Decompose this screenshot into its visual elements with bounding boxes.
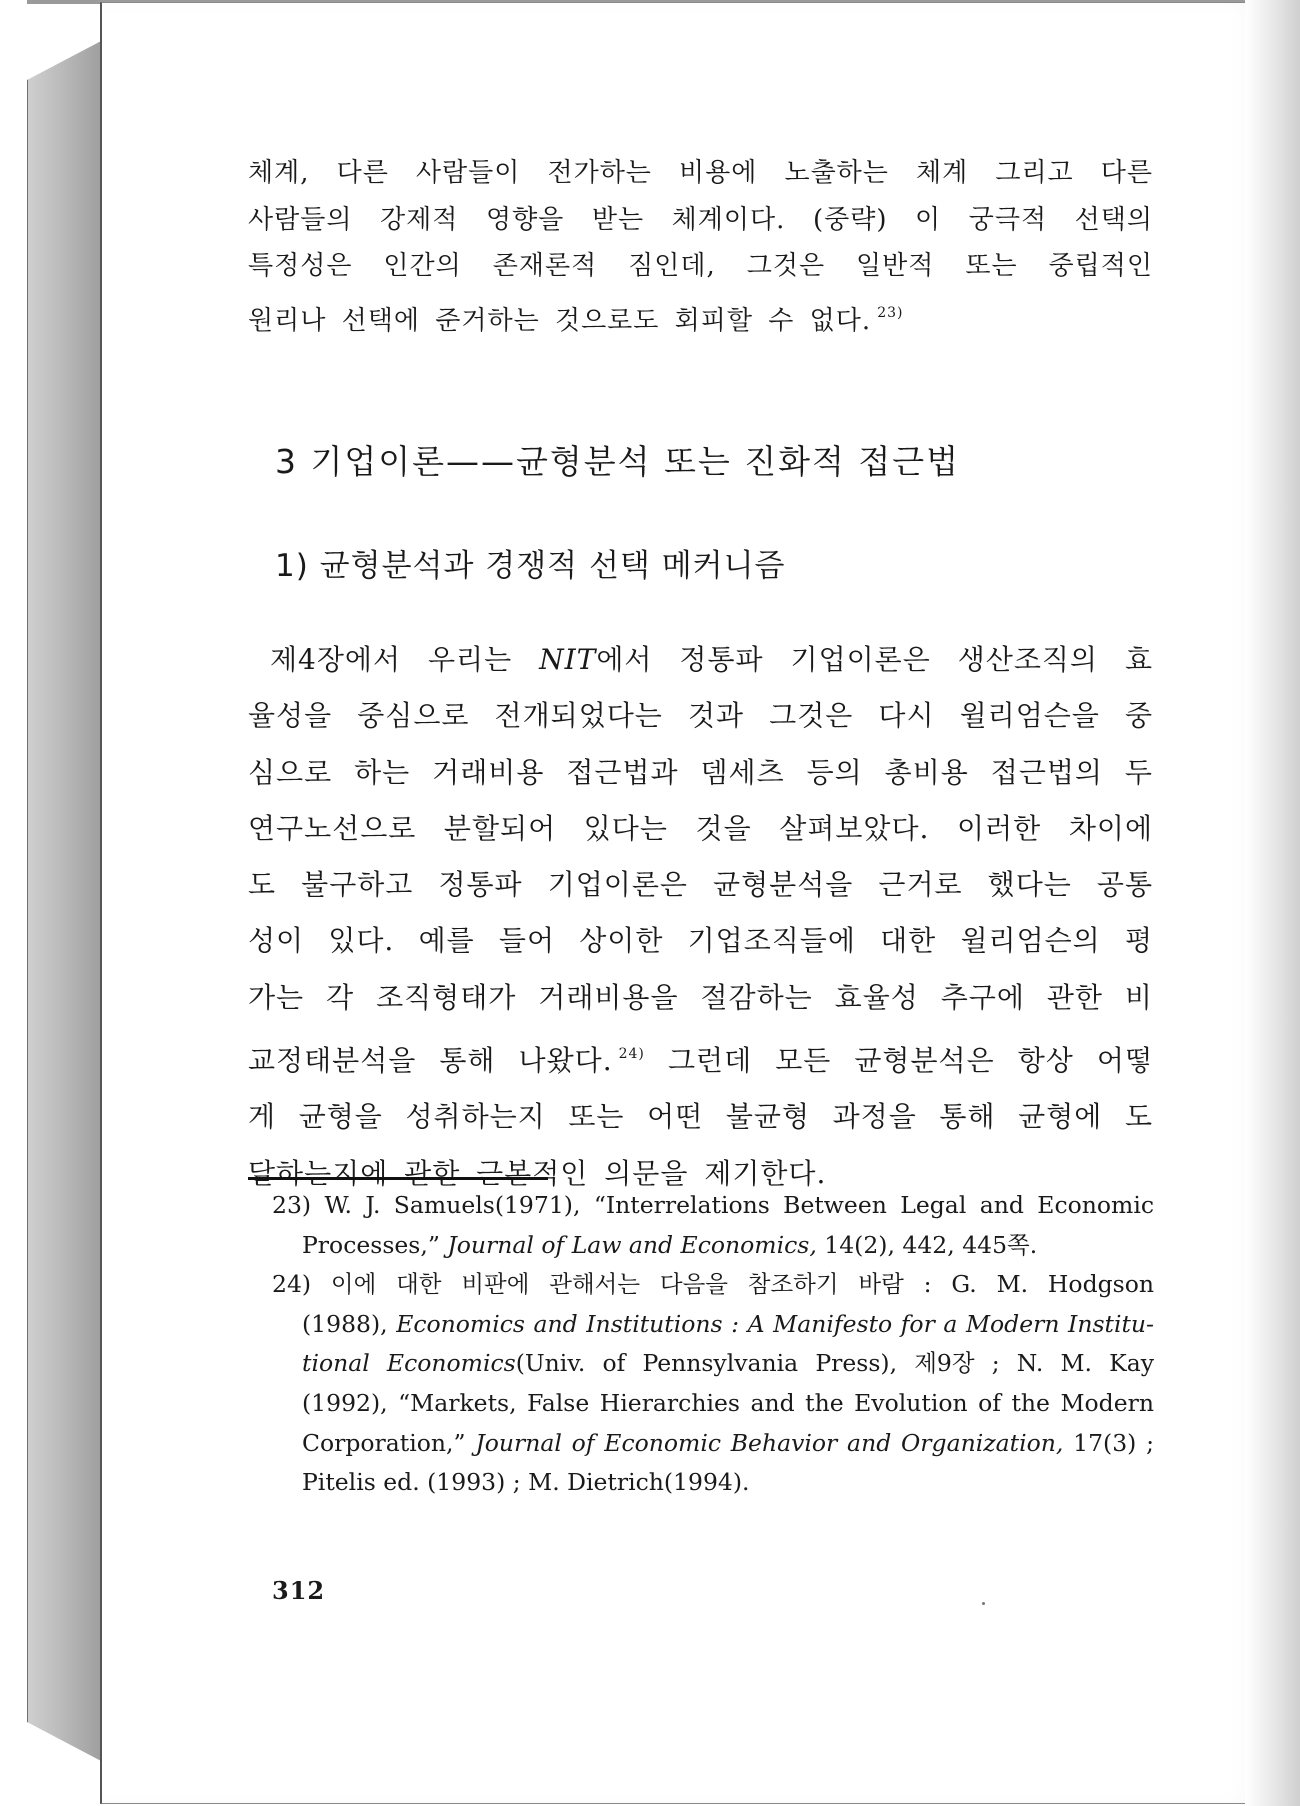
footnote-line: 23) W. J. Samuels(1971), “Interrelations Between Legal and Economic <box>272 1191 1154 1219</box>
quote-line: 사람들의 강제적 영향을 받는 체계이다. (중략) 이 궁극적 선택의 <box>248 204 1153 235</box>
section-title: 3 기업이론——균형분석 또는 진화적 접근법 <box>275 442 961 481</box>
footnote-line: (1992), “Markets, False Hierarchies and the Evolution of the Modern <box>302 1388 1154 1417</box>
body-line <box>248 1026 1153 1089</box>
quote-line-last <box>248 290 1153 345</box>
footnote-line: Pitelis ed. (1993) ; M. Dietrich(1994). <box>302 1468 750 1497</box>
body-text: 그런데 모든 균형분석은 항상 어떻 <box>644 1044 1153 1078</box>
body-italic-term: NIT <box>539 643 597 676</box>
body-line: 도 불구하고 정통파 기업이론은 균형분석을 근거로 했다는 공통 <box>248 868 1153 902</box>
body-line: 율성을 중심으로 전개되었다는 것과 그것은 다시 윌리엄슨을 중 <box>248 699 1153 733</box>
footnote-line <box>272 1344 1154 1384</box>
body-line: 심으로 하는 거래비용 접근법과 뎀세츠 등의 총비용 접근법의 두 <box>248 755 1153 789</box>
body-paragraph <box>248 632 1153 1202</box>
footnote-text: (1988), <box>302 1309 397 1338</box>
quote-line-text: 원리나 선택에 준거하는 것으로도 회피할 수 없다. <box>248 305 872 336</box>
footnote-line: 24) 이에 대한 비판에 관해서는 다음을 참조하기 바람 : G. M. Hodgson <box>272 1270 1154 1299</box>
page-right-shadow <box>1245 0 1300 1806</box>
footnote-italic: Journal of Law and Economics, <box>447 1230 817 1259</box>
footnote-line <box>272 1424 1154 1464</box>
quote-line: 체계, 다른 사람들이 전가하는 비용에 노출하는 체계 그리고 다른 <box>248 158 1153 188</box>
body-line: 게 균형을 성취하는지 또는 어떤 불균형 과정을 통해 균형에 도 <box>248 1100 1153 1134</box>
quote-line: 특정성은 인간의 존재론적 짐인데, 그것은 일반적 또는 중립적인 <box>248 251 1153 281</box>
body-line: 연구노선으로 분할되어 있다는 것을 살펴보았다. 이러한 차이에 <box>248 811 1153 845</box>
footnote-italic: tional Economics <box>302 1349 516 1378</box>
footnotes <box>272 1186 1154 1503</box>
footnote-24 <box>272 1265 1154 1503</box>
page-number: 312 <box>272 1576 326 1605</box>
body-line-last: 달하는지에 관한 근본적인 의문을 제기한다. <box>248 1156 827 1190</box>
footnote-text: Processes,” <box>302 1230 448 1259</box>
subsection-title: 1) 균형분석과 경쟁적 선택 메커니즘 <box>275 548 786 584</box>
body-line: 성이 있다. 예를 들어 상이한 기업조직들에 대한 윌리엄슨의 평 <box>248 924 1153 958</box>
block-quote <box>248 150 1153 344</box>
footnote-line <box>272 1305 1154 1345</box>
footnote-text: (Univ. of Pennsylvania Press), 제9장 ; N. M. Kay <box>515 1349 1154 1378</box>
book-spine <box>27 40 103 1762</box>
scan-speck <box>982 1602 985 1605</box>
body-line: 가는 각 조직형태가 거래비용을 절감하는 효율성 추구에 관한 비 <box>248 980 1153 1014</box>
body-text: 에서 정통파 기업이론은 생산조직의 효 <box>596 643 1153 676</box>
footnote-line <box>272 1226 1154 1266</box>
footnote-rule <box>248 1177 548 1180</box>
footnote-23 <box>272 1186 1154 1265</box>
footnote-text: 14(2), 442, 445쪽. <box>816 1230 1038 1259</box>
footnote-italic: Economics and Institutions : A Manifesto for a Modern Institu- <box>396 1309 1154 1338</box>
footnote-text: Corporation,” <box>302 1428 476 1457</box>
body-line <box>248 632 1153 688</box>
body-text: 교정태분석을 통해 나왔다. <box>248 1044 613 1078</box>
footnote-text: 17(3) ; <box>1063 1428 1155 1457</box>
footnote-ref-24: 24) <box>618 1046 645 1063</box>
footnote-ref-23: 23) <box>877 304 904 321</box>
footnote-italic: Journal of Economic Behavior and Organization, <box>475 1428 1064 1457</box>
body-text: 제4장에서 우리는 <box>270 643 540 676</box>
